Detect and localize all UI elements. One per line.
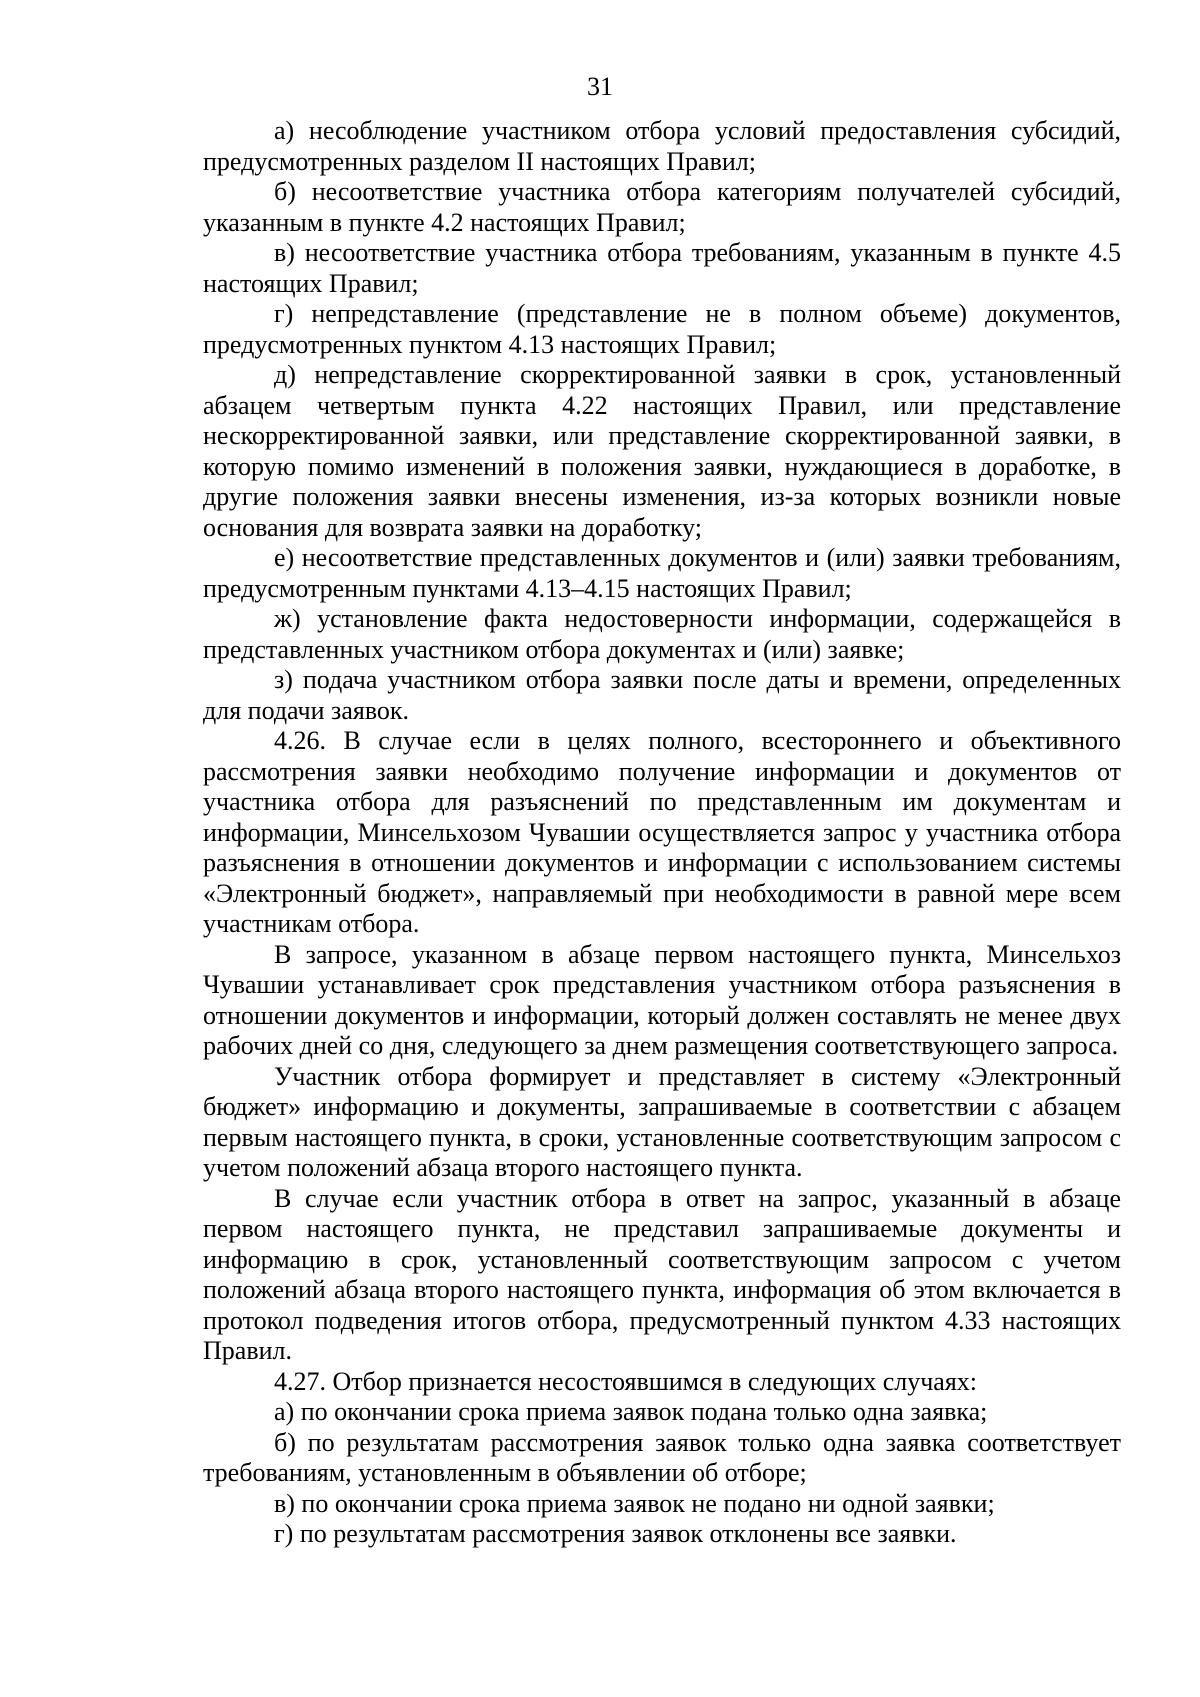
paragraph-d-corrected-application: д) непредставление скорректированной заявки в срок, установленный абзацем четвертым пункта 4.22 настоящих Правил, или представление нескорректированной заявки, или представление скорректированной заявки, в которую помимо изменений в положения заявки, нуждающиеся в доработке, в другие положения заявки внесены изменения, из-за которых возникли новые основания для возврата заявки на доработку; xyxy=(203,360,1121,542)
paragraph-a-noncompliance: а) несоблюдение участником отбора условий предоставления субсидий, предусмотренных разделом II настоящих Правил; xyxy=(203,116,1121,176)
paragraph-4-26-clarification-request: 4.26. В случае если в целях полного, всестороннего и объективного рассмотрения заявки необходимо получение информации и документов от участника отбора для разъяснений по представленным им документам и информации, Минсельхозом Чувашии осуществляется запрос у участника отбора разъяснения в отношении документов и информации с использованием системы «Электронный бюджет», направляемый при необходимости в равной мере всем участникам отбора. xyxy=(203,726,1121,938)
paragraph-b-category-mismatch: б) несоответствие участника отбора категориям получателей субсидий, указанным в пункте 4.2 настоящих Правил; xyxy=(203,177,1121,237)
paragraph-4-26-participant-response: Участник отбора формирует и представляет в систему «Электронный бюджет» информацию и документы, запрашиваемые в соответствии с абзацем первым настоящего пункта, в сроки, установленные соответствующим запросом с учетом положений абзаца второго настоящего пункта. xyxy=(203,1061,1121,1182)
document-body xyxy=(203,116,1121,1550)
paragraph-4-27-a: а) по окончании срока приема заявок подана только одна заявка; xyxy=(274,1397,988,1426)
paragraph-v-requirements-mismatch: в) несоответствие участника отбора требованиям, указанным в пункте 4.5 настоящих Правил; xyxy=(203,238,1121,298)
page-number: 31 xyxy=(587,72,613,101)
paragraph-4-26-deadline: В запросе, указанном в абзаце первом настоящего пункта, Минсельхоз Чувашии устанавливает срок представления участником отбора разъяснения в отношении документов и информации, который должен составлять не менее двух рабочих дней со дня, следующего за днем размещения соответствующего запроса. xyxy=(203,939,1121,1060)
paragraph-4-27-v: в) по окончании срока приема заявок не подано ни одной заявки; xyxy=(274,1488,995,1518)
paragraph-g-documents-missing: г) непредставление (представление не в полном объеме) документов, предусмотренных пунктом 4.13 настоящих Правил; xyxy=(203,299,1121,359)
paragraph-4-27-heading: 4.27. Отбор признается несостоявшимся в следующих случаях: xyxy=(274,1366,978,1396)
paragraph-e-documents-mismatch: е) несоответствие представленных документов и (или) заявки требованиям, предусмотренным пунктами 4.13–4.15 настоящих Правил; xyxy=(203,543,1121,603)
paragraph-4-27-b: б) по результатам рассмотрения заявок только одна заявка соответствует требованиям, установленным в объявлении об отборе; xyxy=(203,1427,1121,1487)
paragraph-4-26-no-response: В случае если участник отбора в ответ на запрос, указанный в абзаце первом настоящего пункта, не представил запрашиваемые документы и информацию в срок, установленный соответствующим запросом с учетом положений абзаца второго настоящего пункта, информация об этом включается в протокол подведения итогов отбора, предусмотренный пунктом 4.33 настоящих Правил. xyxy=(203,1183,1121,1365)
paragraph-4-27-g: г) по результатам рассмотрения заявок отклонены все заявки. xyxy=(274,1519,957,1548)
paragraph-zh-false-information: ж) установление факта недостоверности информации, содержащейся в представленных участником отбора документах и (или) заявке; xyxy=(203,604,1121,664)
paragraph-z-late-submission: з) подача участником отбора заявки после даты и времени, определенных для подачи заявок. xyxy=(203,665,1121,725)
